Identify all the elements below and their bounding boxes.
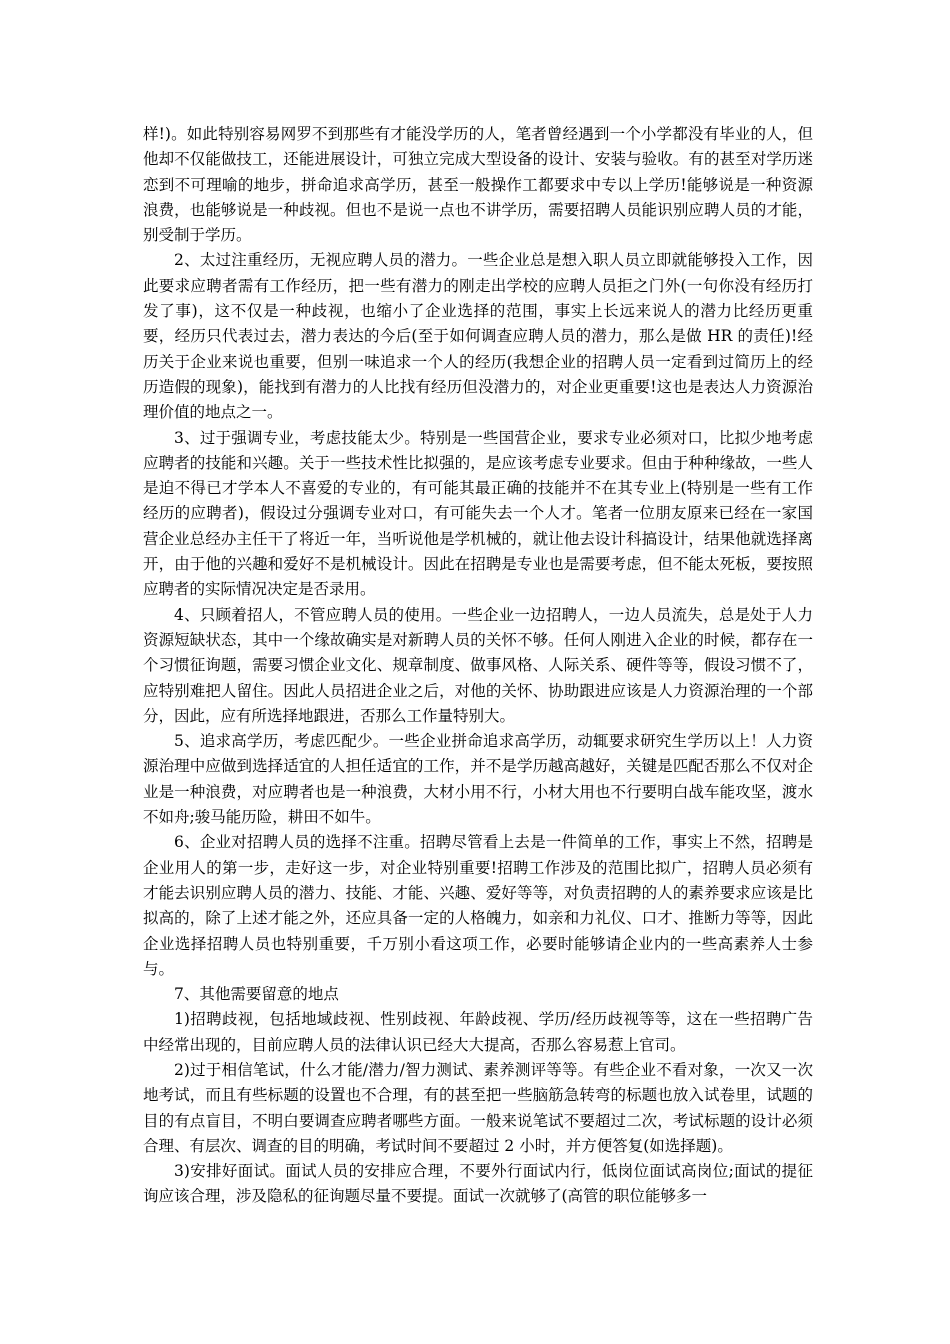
paragraph-continuation: 样!)。如此特别容易网罗不到那些有才能没学历的人，笔者曾经遇到一个小学都没有毕业的人，但他却不仅能做技工，还能进展设计，可独立完成大型设备的设计、安装与验收。有的甚至对学历迷恋到不可理喻的地步，拼命追求高学历，甚至一般操作工都要求中专以上学历!能够说是一种资源浪费，也能够说是一种歧视。但也不是说一点也不讲学历，需要招聘人员能识别应聘人员的才能，别受制于学历。 — [143, 125, 813, 245]
paragraph-subitem-1: 1)招聘歧视，包括地域歧视、性别歧视、年龄歧视、学历/经历歧视等等，这在一些招聘广告中经常出现的，目前应聘人员的法律认识已经大大提高，否那么容易惹上官司。 — [143, 1010, 813, 1054]
paragraph-subitem-2: 2)过于相信笔试，什么才能/潜力/智力测试、素养测评等等。有些企业不看对象，一次又一次地考试，而且有些标题的设置也不合理，有的甚至把一些脑筋急转弯的标题也放入试卷里，试题的目的有点盲目，不明白要调查应聘者哪些方面。一般来说笔试不要超过二次，考试标题的设计必须合理、有层次、调查的目的明确，考试时间不要超过 2 小时，并方便答复(如选择题)。 — [143, 1060, 813, 1155]
paragraph-item-3: 3、过于强调专业，考虑技能太少。特别是一些国营企业，要求专业必须对口，比拟少地考虑应聘者的技能和兴趣。关于一些技术性比拟强的，是应该考虑专业要求。但由于种种缘故，一些人是迫不得已才学本人不喜爱的专业的，有可能其最正确的技能并不在其专业上(特别是一些有工作经历的应聘者)，假设过分强调专业对口，有可能失去一个人才。笔者一位朋友原来已经在一家国营企业总经办主任干了将近一年，当听说他是学机械的，就让他去设计科搞设计，结果他就选择离开，由于他的兴趣和爱好不是机械设计。因此在招聘是专业也是需要考虑，但不能太死板，要按照应聘者的实际情况决定是否录用。 — [143, 428, 813, 599]
paragraph-item-5: 5、追求高学历，考虑匹配少。一些企业拼命追求高学历，动辄要求研究生学历以上！人力资源治理中应做到选择适宜的人担任适宜的工作，并不是学历越高越好，关键是匹配否那么不仅对企业是一种浪费，对应聘者也是一种浪费，大材小用不行，小材大用也不行要明白战车能攻坚，渡水不如舟;骏马能历险，耕田不如牛。 — [143, 732, 813, 827]
paragraph-item-4: 4、只顾着招人，不管应聘人员的使用。一些企业一边招聘人，一边人员流失，总是处于人力资源短缺状态，其中一个缘故确实是对新聘人员的关怀不够。任何人刚进入企业的时候，都存在一个习惯征询题，需要习惯企业文化、规章制度、做事风格、人际关系、硬件等等，假设习惯不了，应特别难把人留住。因此人员招进企业之后，对他的关怀、协助跟进应该是人力资源治理的一个部分，因此，应有所选择地跟进，否那么工作量特别大。 — [143, 605, 813, 725]
paragraph-item-2: 2、太过注重经历，无视应聘人员的潜力。一些企业总是想入职人员立即就能够投入工作，因此要求应聘者需有工作经历，把一些有潜力的刚走出学校的应聘人员拒之门外(一句你没有经历打发了事)，这不仅是一种歧视，也缩小了企业选择的范围，事实上长远来说人的潜力比经历更重要，经历只代表过去，潜力表达的今后(至于如何调查应聘人员的潜力，那么是做 HR 的责任)!经历关于企业来说也重要，但别一味追求一个人的经历(我想企业的招聘人员一定看到过简历上的经历造假的现象)，能找到有潜力的人比找有经历但没潜力的，对企业更重要!这也是表达人力资源治理价值的地点之一。 — [143, 251, 813, 422]
paragraph-item-7-heading: 7、其他需要留意的地点 — [174, 985, 339, 1004]
document-body — [143, 122, 813, 1210]
paragraph-subitem-3: 3)安排好面试。面试人员的安排应合理，不要外行面试内行，低岗位面试高岗位;面试的提征询应该合理，涉及隐私的征询题尽量不要提。面试一次就够了(高管的职位能够多一 — [143, 1162, 813, 1206]
paragraph-item-6: 6、企业对招聘人员的选择不注重。招聘尽管看上去是一件简单的工作，事实上不然，招聘是企业用人的第一步，走好这一步，对企业特别重要!招聘工作涉及的范围比拟广，招聘人员必须有才能去识别应聘人员的潜力、技能、才能、兴趣、爱好等等，对负责招聘的人的素养要求应该是比拟高的，除了上述才能之外，还应具备一定的人格魄力，如亲和力礼仪、口才、推断力等等，因此企业选择招聘人员也特别重要，千万别小看这项工作，必要时能够请企业内的一些高素养人士参与。 — [143, 833, 813, 978]
